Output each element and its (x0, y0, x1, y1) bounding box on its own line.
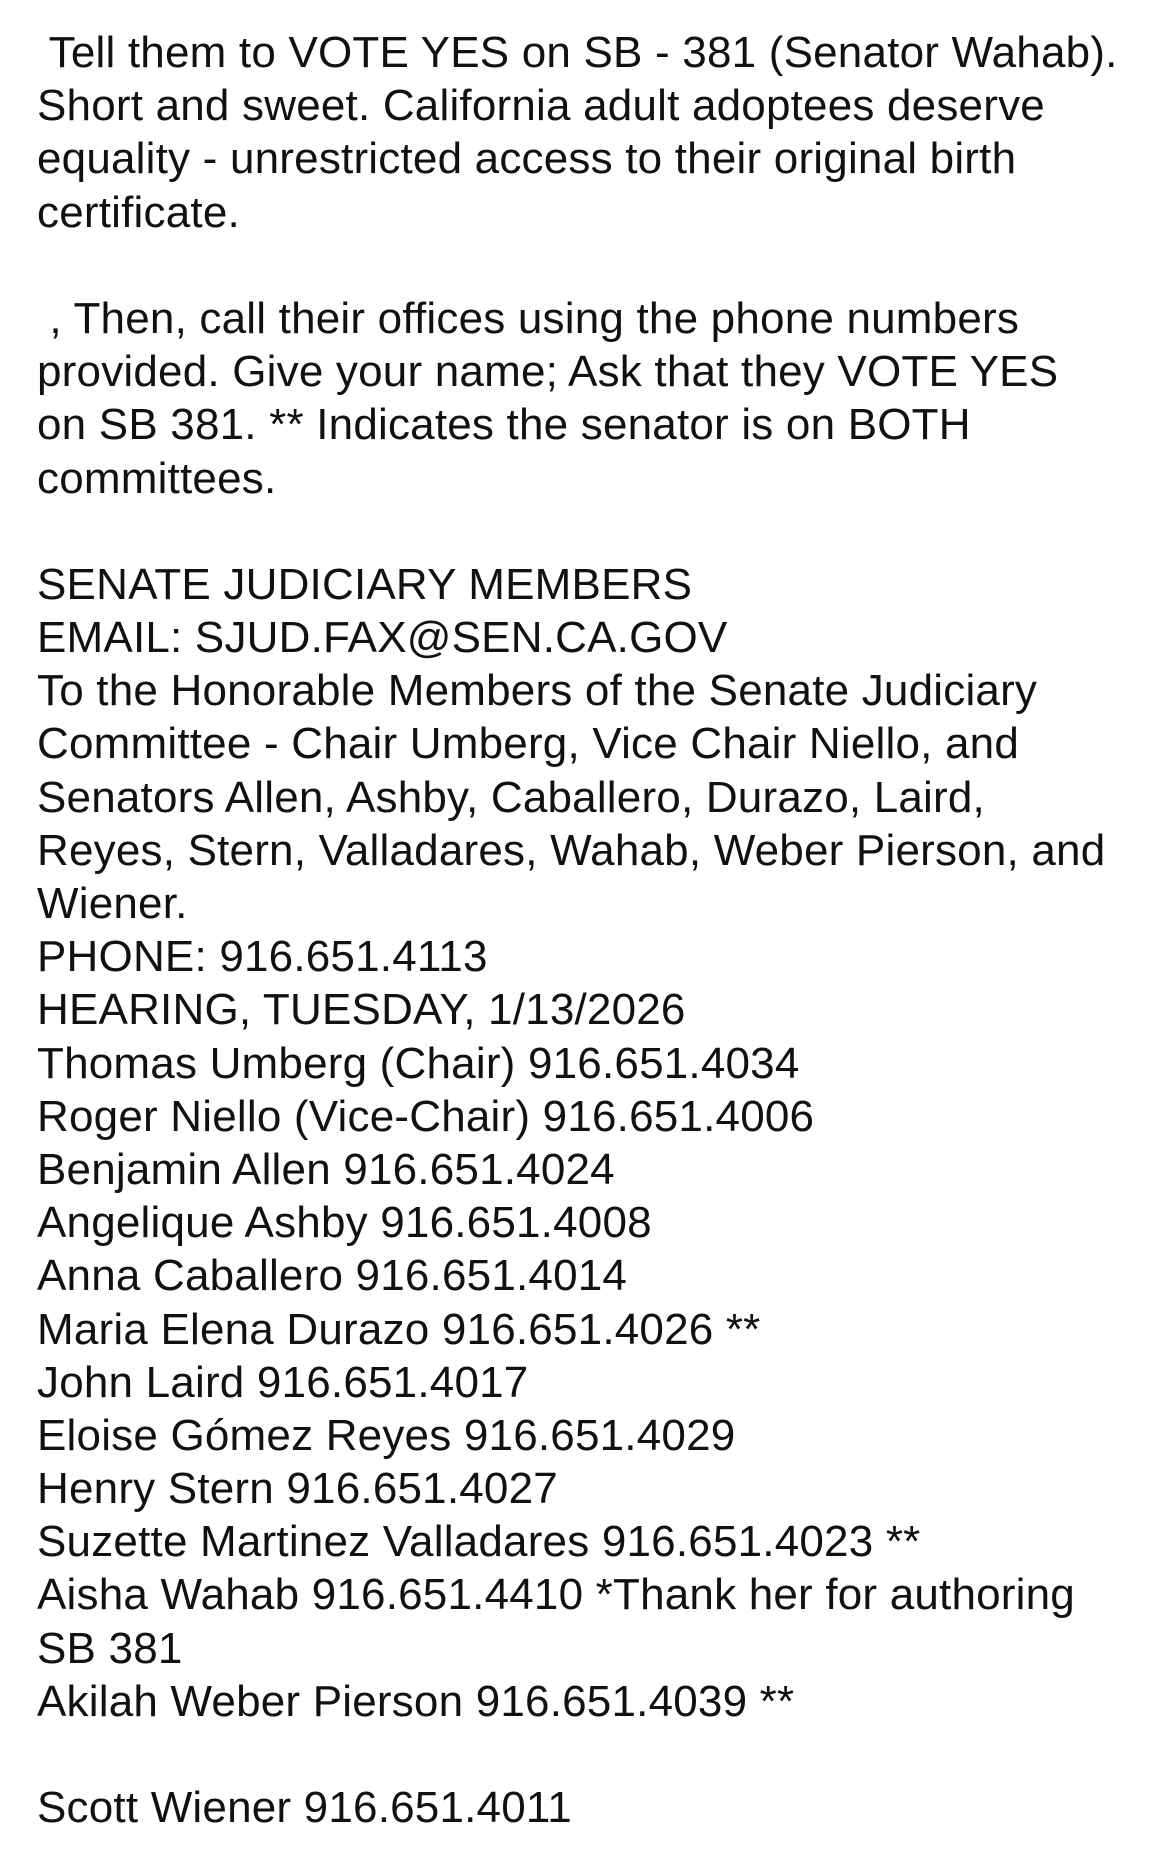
committee-phone: PHONE: 916.651.4113 (37, 932, 488, 982)
intro-line: equality - unrestricted access to their original birth (37, 134, 1017, 184)
member-entry: Suzette Martinez Valladares 916.651.4023 ** (37, 1517, 921, 1567)
member-entry: Eloise Gómez Reyes 916.651.4029 (37, 1410, 736, 1460)
member-entry: Maria Elena Durazo 916.651.4026 ** (37, 1304, 761, 1354)
member-entry: Roger Niello (Vice-Chair) 916.651.4006 (37, 1091, 815, 1141)
member-entry: Scott Wiener 916.651.4011 (37, 1783, 572, 1833)
spacer (37, 1728, 1147, 1781)
member-entry: Akilah Weber Pierson 916.651.4039 ** (37, 1676, 795, 1726)
instructions-line: committees. (37, 453, 277, 503)
committee-section (37, 558, 1147, 1835)
intro-line: Short and sweet. California adult adoptees deserve (37, 81, 1045, 131)
instructions-line: , Then, call their offices using the phone numbers (37, 293, 1020, 343)
salutation-line: Committee - Chair Umberg, Vice Chair Niello, and (37, 719, 1020, 769)
instructions-line: on SB 381. ** Indicates the senator is on BOTH (37, 400, 971, 450)
salutation-line: Senators Allen, Ashby, Caballero, Durazo, Laird, (37, 772, 985, 822)
member-entry: Thomas Umberg (Chair) 916.651.4034 (37, 1038, 800, 1088)
member-entry: Henry Stern 916.651.4027 (37, 1464, 558, 1514)
spacer (37, 505, 1147, 558)
note-document (37, 26, 1147, 1834)
intro-line: certificate. (37, 187, 240, 237)
salutation-line: To the Honorable Members of the Senate Judiciary (37, 666, 1038, 716)
intro-paragraph (37, 26, 1147, 239)
member-entry: SB 381 (37, 1623, 183, 1673)
committee-email: EMAIL: SJUD.FAX@SEN.CA.GOV (37, 613, 728, 663)
hearing-date: HEARING, TUESDAY, 1/13/2026 (37, 985, 686, 1035)
member-entry: Anna Caballero 916.651.4014 (37, 1251, 628, 1301)
salutation-line: Reyes, Stern, Valladares, Wahab, Weber Pierson, and (37, 825, 1106, 875)
instructions-paragraph (37, 292, 1147, 505)
member-entry: Benjamin Allen 916.651.4024 (37, 1144, 615, 1194)
salutation-line: Wiener. (37, 879, 188, 928)
member-entry: Angelique Ashby 916.651.4008 (37, 1198, 652, 1248)
intro-line: Tell them to VOTE YES on SB - 381 (Senator Wahab). (37, 28, 1118, 77)
member-entry: John Laird 916.651.4017 (37, 1357, 529, 1407)
committee-heading: SENATE JUDICIARY MEMBERS (37, 559, 693, 609)
spacer (37, 239, 1147, 292)
instructions-line: provided. Give your name; Ask that they VOTE YES (37, 347, 1059, 397)
member-entry: Aisha Wahab 916.651.4410 *Thank her for authoring (37, 1570, 1075, 1620)
